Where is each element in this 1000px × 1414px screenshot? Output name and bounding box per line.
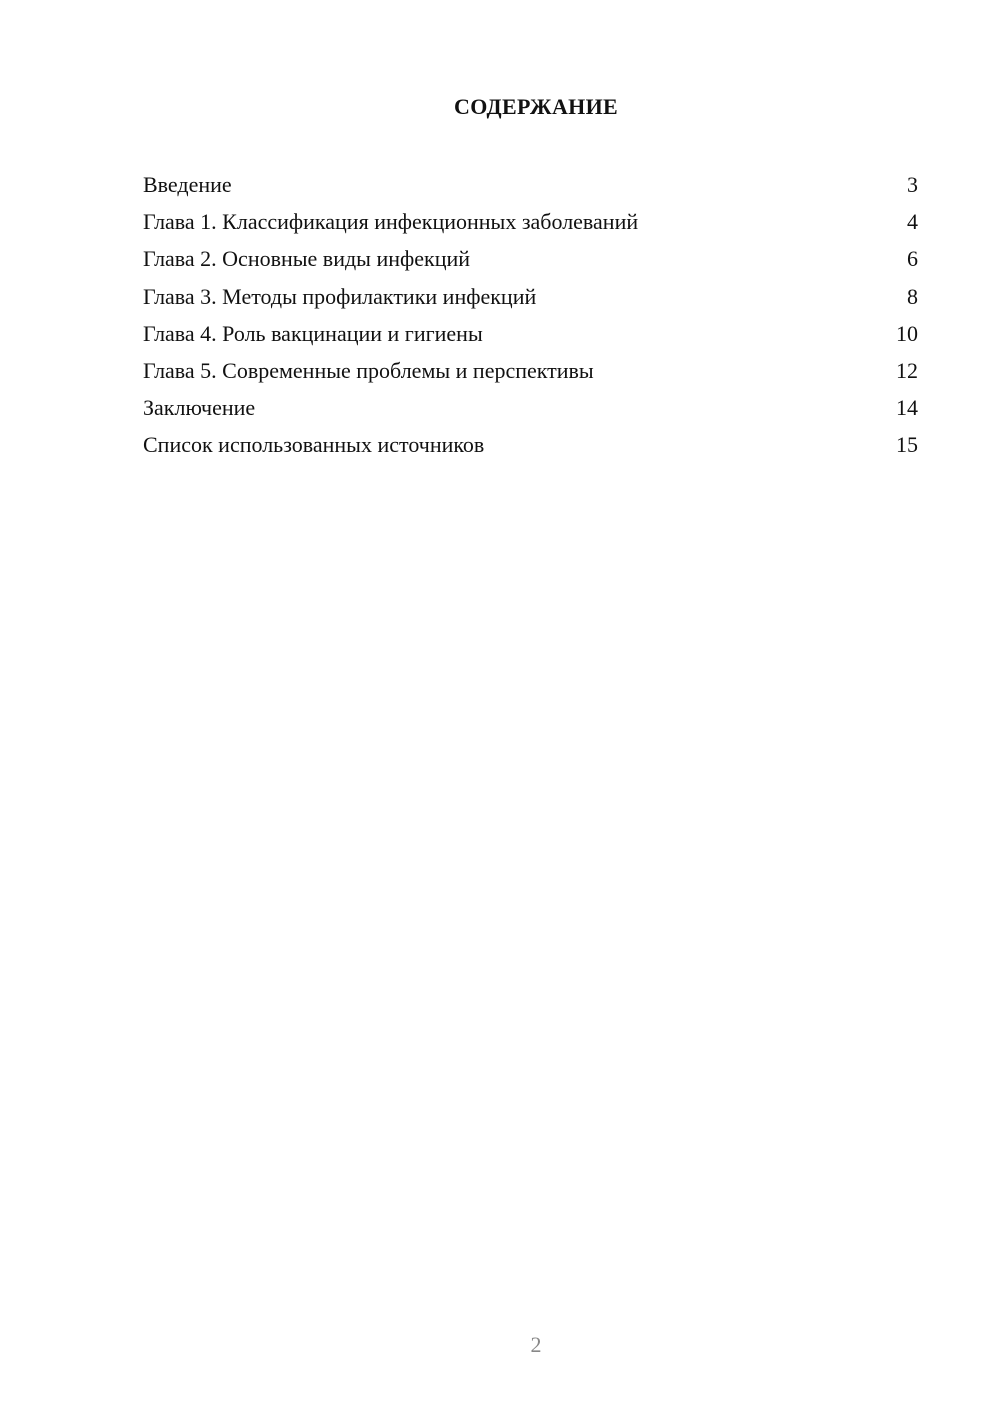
toc-entry-page: 15	[896, 432, 918, 458]
toc-entry-references	[143, 428, 918, 465]
toc-entry-title: Глава 2. Основные виды инфекций	[143, 246, 471, 272]
toc-entry-title: Заключение	[143, 395, 256, 421]
toc-entry-chapter-5	[143, 354, 918, 391]
toc-entry-title: Глава 4. Роль вакцинации и гигиены	[143, 320, 483, 346]
toc-entry-chapter-1	[143, 205, 918, 242]
toc-entry-title: Список использованных источников	[143, 432, 485, 458]
toc-entry-page: 6	[907, 246, 918, 272]
toc-entry-page: 8	[907, 283, 918, 309]
toc-entry-chapter-3	[143, 280, 918, 317]
toc-entry-introduction	[143, 168, 918, 205]
toc-entry-title: Глава 5. Современные проблемы и перспективы	[143, 357, 594, 383]
page-number: 2	[530, 1332, 542, 1357]
toc-entry-page: 10	[896, 320, 918, 346]
table-of-contents	[143, 168, 918, 466]
toc-entry-title: Введение	[143, 172, 232, 197]
toc-entry-page: 3	[907, 172, 918, 197]
toc-entry-chapter-2	[143, 242, 918, 279]
toc-entry-title: Глава 1. Классификация инфекционных заболеваний	[143, 209, 639, 235]
toc-entry-title: Глава 3. Методы профилактики инфекций	[143, 283, 537, 309]
toc-entry-page: 12	[896, 357, 918, 383]
toc-entry-conclusion	[143, 391, 918, 428]
page-title: СОДЕРЖАНИЕ	[454, 94, 618, 119]
toc-entry-chapter-4	[143, 317, 918, 354]
toc-entry-page: 14	[896, 395, 918, 421]
toc-entry-page: 4	[907, 209, 918, 235]
